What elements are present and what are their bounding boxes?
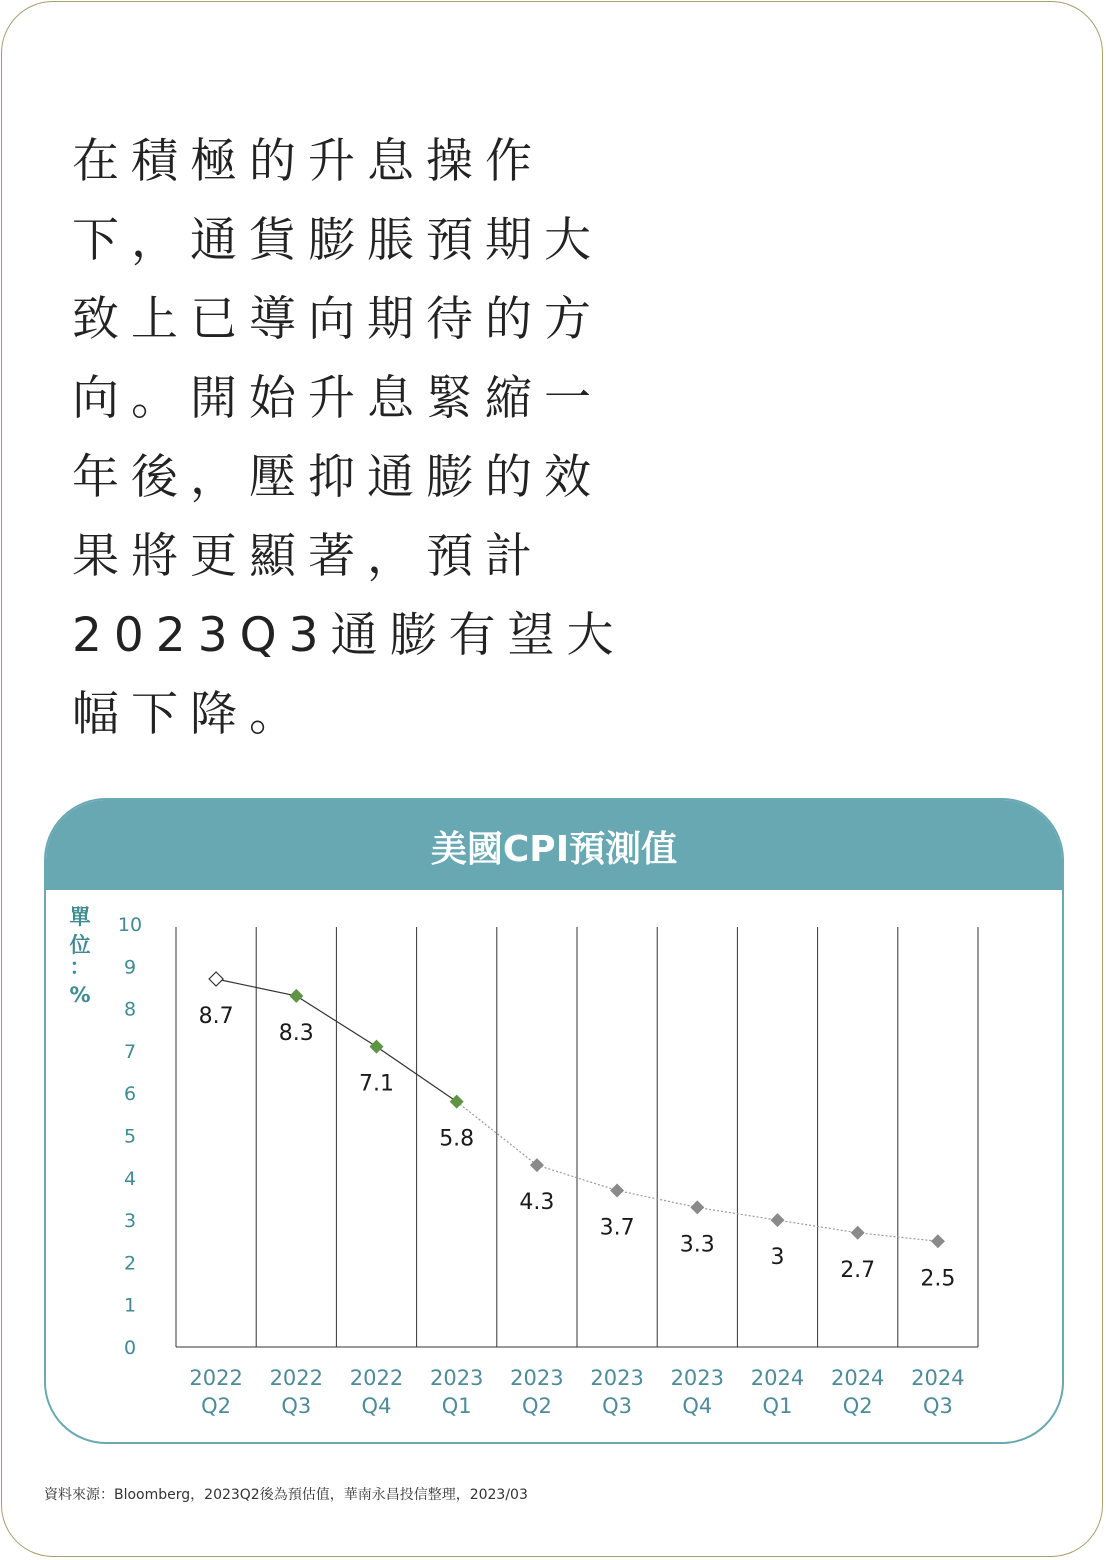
y-tick-label: 10 [117, 914, 143, 936]
data-label: 8.7 [198, 1003, 234, 1029]
data-point [530, 1158, 544, 1172]
data-label: 8.3 [278, 1020, 314, 1046]
x-category-year: 2023 [670, 1366, 725, 1390]
y-tick-label: 0 [123, 1337, 137, 1359]
x-category-year: 2022 [349, 1366, 404, 1390]
data-label: 3.3 [679, 1232, 715, 1258]
data-point [690, 1200, 704, 1214]
x-category-year: 2022 [189, 1366, 243, 1390]
x-category-quarter: Q3 [281, 1394, 312, 1418]
x-category-quarter: Q3 [602, 1394, 633, 1418]
chart-panel [44, 798, 1064, 1444]
y-tick-label: 7 [123, 1040, 137, 1063]
y-axis-label: % [69, 983, 91, 1007]
x-category-quarter: Q1 [441, 1394, 472, 1418]
y-tick-label: 2 [123, 1252, 137, 1275]
data-point [610, 1183, 624, 1197]
y-tick-label: 8 [123, 998, 137, 1021]
x-category-quarter: Q1 [762, 1394, 793, 1418]
x-category-year: 2024 [750, 1366, 805, 1390]
y-tick-label: 9 [123, 956, 137, 979]
x-category-year: 2023 [590, 1366, 644, 1390]
data-point [851, 1226, 865, 1240]
x-category-year: 2024 [911, 1366, 965, 1390]
x-category-quarter: Q2 [201, 1394, 232, 1418]
x-category-year: 2024 [830, 1366, 885, 1390]
chart-title: 美國CPI預測值 [430, 829, 678, 870]
data-label: 3 [770, 1245, 785, 1271]
data-label: 2.7 [840, 1257, 876, 1283]
x-category-year: 2023 [510, 1366, 564, 1390]
y-axis-label: 單 [69, 905, 91, 929]
data-point [931, 1234, 945, 1248]
data-point [370, 1040, 384, 1054]
x-category-quarter: Q4 [361, 1394, 392, 1418]
x-category-quarter: Q2 [842, 1394, 873, 1418]
cpi-chart [46, 800, 1064, 1444]
data-label: 5.8 [439, 1126, 475, 1152]
y-axis-label: ： [69, 955, 91, 979]
data-point [209, 972, 223, 986]
y-axis-label: 位 [69, 933, 91, 957]
x-category-quarter: Q4 [682, 1394, 713, 1418]
data-point [450, 1095, 464, 1109]
y-tick-label: 1 [123, 1294, 137, 1317]
y-tick-label: 4 [123, 1167, 137, 1190]
data-point [289, 989, 303, 1003]
intro-paragraph: 在積極的升息操作下，通貨膨脹預期大致上已導向期待的方向。開始升息緊縮一年後，壓抑通膨的效果將更顯著，預計2023Q3通膨有望大幅下降。 [72, 134, 626, 742]
data-label: 2.5 [920, 1266, 956, 1292]
y-tick-label: 6 [123, 1083, 137, 1106]
x-category-year: 2022 [269, 1366, 324, 1390]
source-note: 資料來源：Bloomberg，2023Q2後為預估值，華南永昌投信整理，2023/03 [44, 1487, 528, 1503]
y-tick-label: 3 [123, 1210, 137, 1233]
data-point [771, 1213, 785, 1227]
x-category-quarter: Q2 [521, 1394, 552, 1418]
y-tick-label: 5 [123, 1125, 137, 1148]
x-category-quarter: Q3 [922, 1394, 953, 1418]
data-label: 4.3 [519, 1190, 555, 1216]
data-label: 7.1 [359, 1071, 394, 1097]
data-label: 3.7 [599, 1215, 635, 1241]
x-category-year: 2023 [429, 1366, 484, 1390]
